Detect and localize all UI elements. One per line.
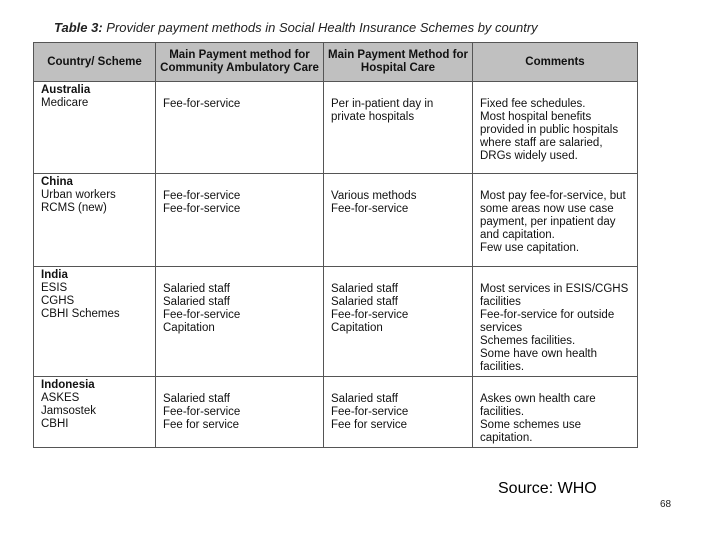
hospital-method: Fee-for-service [331, 309, 409, 321]
comment-text: Some have own health facilities. [480, 348, 597, 373]
table-caption-label: Table 3: [54, 20, 103, 35]
country-name: Australia [41, 84, 91, 96]
hospital-cell [324, 267, 473, 377]
scheme-name: Medicare [41, 97, 89, 109]
hospital-cell [324, 82, 473, 174]
comment-text: Schemes facilities. [480, 335, 576, 347]
ambulatory-cell [156, 174, 324, 267]
comment-text: Some schemes use capitation. [480, 419, 581, 444]
scheme-name: RCMS (new) [41, 202, 107, 214]
source-label: Source: WHO [498, 480, 597, 497]
header-comments: Comments [473, 43, 638, 82]
hospital-method: Salaried staff [331, 393, 398, 405]
scheme-name: CBHI [41, 418, 69, 430]
table-row [34, 377, 638, 448]
scheme-name: Jamsostek [41, 405, 96, 417]
country-name: India [41, 269, 68, 281]
ambulatory-method: Fee-for-service [163, 190, 241, 202]
comment-text: Most hospital benefits provided in public hospitals where staff are salaried, DRGs widely used. [480, 111, 619, 162]
page-number: 68 [660, 499, 672, 510]
scheme-name: Urban workers [41, 189, 116, 201]
ambulatory-method: Fee-for-service [163, 203, 241, 215]
country-cell [34, 82, 156, 174]
table-caption-text: Provider payment methods in Social Health Insurance Schemes by country [106, 20, 538, 35]
comments-cell [473, 267, 638, 377]
payment-methods-table [33, 42, 638, 448]
ambulatory-cell [156, 82, 324, 174]
scheme-name: ESIS [41, 282, 68, 294]
hospital-method: Fee-for-service [331, 203, 409, 215]
scheme-name: ASKES [41, 392, 80, 404]
header-country-scheme: Country/ Scheme [34, 43, 156, 82]
ambulatory-method: Salaried staff [163, 283, 230, 295]
ambulatory-method: Fee-for-service [163, 309, 241, 321]
scheme-name: CGHS [41, 295, 75, 307]
hospital-method: Per in-patient day in private hospitals [331, 98, 434, 123]
hospital-cell [324, 377, 473, 448]
country-cell [34, 174, 156, 267]
hospital-method: Various methods [331, 190, 417, 202]
comment-text: Most services in ESIS/CGHS facilities [480, 283, 629, 308]
comment-text: Few use capitation. [480, 242, 580, 254]
ambulatory-method: Fee-for-service [163, 406, 241, 418]
comment-text: Most pay fee-for-service, but some areas now use case payment, per inpatient day and capitation. [480, 190, 626, 241]
ambulatory-cell [156, 377, 324, 448]
comment-text: Fee-for-service for outside services [480, 309, 615, 334]
header-hospital-care: Main Payment Method for Hospital Care [324, 43, 473, 82]
table-row [34, 82, 638, 174]
ambulatory-method: Capitation [163, 322, 215, 334]
table-header-row [34, 43, 638, 82]
country-name: Indonesia [41, 379, 95, 391]
comments-cell [473, 377, 638, 448]
ambulatory-cell [156, 267, 324, 377]
ambulatory-method: Salaried staff [163, 296, 230, 308]
country-cell [34, 267, 156, 377]
country-cell [34, 377, 156, 448]
hospital-cell [324, 174, 473, 267]
comments-cell [473, 82, 638, 174]
hospital-method: Fee-for-service [331, 406, 409, 418]
hospital-method: Capitation [331, 322, 383, 334]
table-row [34, 174, 638, 267]
table-row [34, 267, 638, 377]
scheme-name: CBHI Schemes [41, 308, 120, 320]
comments-cell [473, 174, 638, 267]
comment-text: Fixed fee schedules. [480, 98, 586, 110]
hospital-method: Fee for service [331, 419, 408, 431]
ambulatory-method: Fee for service [163, 419, 240, 431]
hospital-method: Salaried staff [331, 283, 398, 295]
ambulatory-method: Fee-for-service [163, 98, 241, 110]
country-name: China [41, 176, 73, 188]
ambulatory-method: Salaried staff [163, 393, 230, 405]
table-caption [54, 20, 538, 35]
comment-text: Askes own health care facilities. [480, 393, 596, 418]
hospital-method: Salaried staff [331, 296, 398, 308]
header-ambulatory-care: Main Payment method for Community Ambulatory Care [156, 43, 324, 82]
